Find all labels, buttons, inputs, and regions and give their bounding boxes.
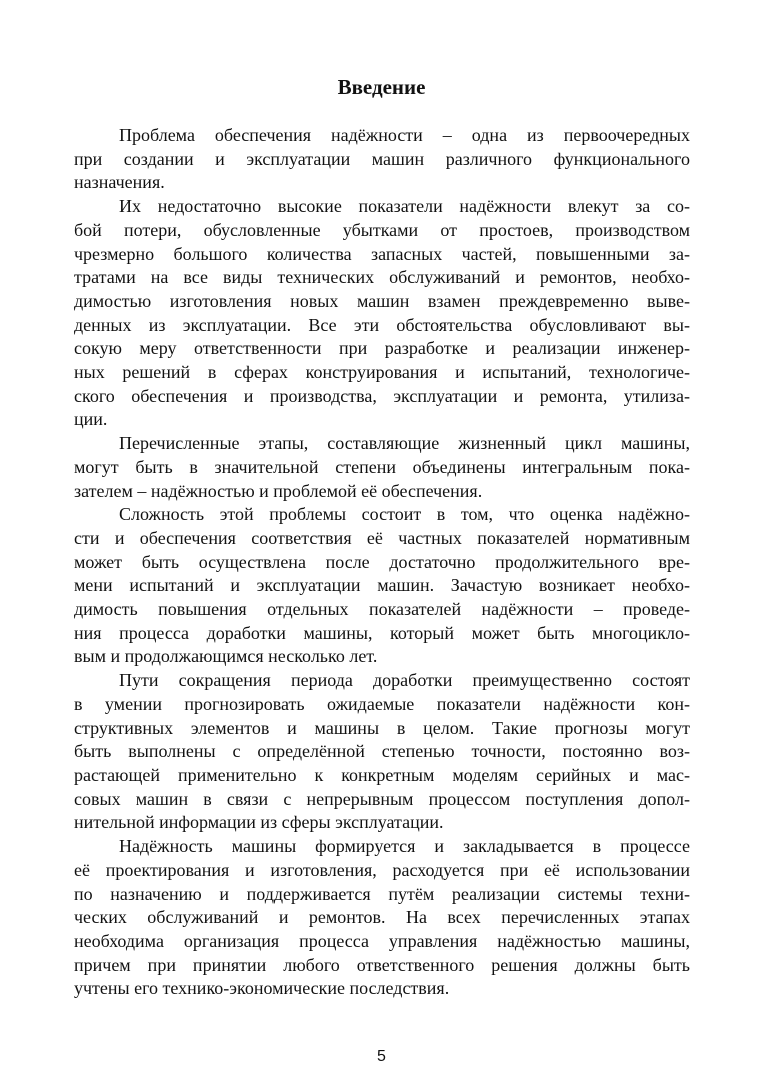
text-line: её проектирования и изготовления, расходуется при её использовании xyxy=(74,859,690,880)
page-number: 5 xyxy=(377,1048,386,1065)
text-line: мени испытаний и эксплуатации машин. Зачастую возникает необхо- xyxy=(74,575,690,596)
text-line: денных из эксплуатации. Все эти обстоятельства обусловливают вы- xyxy=(74,314,690,335)
text-line: быть выполнены с определённой степенью точности, постоянно воз- xyxy=(74,741,690,762)
text-line: сокую меру ответственности при разработке и реализации инженер- xyxy=(74,338,690,359)
text-line: Надёжность машины формируется и закладывается в процессе xyxy=(119,836,690,857)
text-line: причем при принятии любого ответственного решения должны быть xyxy=(74,954,690,975)
text-line: может быть осуществлена после достаточно продолжительного вре- xyxy=(74,551,690,572)
text-line: Пути сокращения периода доработки преимущественно состоят xyxy=(119,670,690,691)
text-line: могут быть в значительной степени объединены интегральным пока- xyxy=(74,456,690,477)
text-line: структивных элементов и машины в целом. Такие прогнозы могут xyxy=(74,717,690,738)
text-line: Их недостаточно высокие показатели надёжности влекут за со- xyxy=(119,196,690,217)
text-line: ции. xyxy=(74,409,108,430)
body-text xyxy=(74,124,690,1001)
paragraph-3 xyxy=(74,432,690,503)
text-line: по назначению и поддерживается путём реализации системы техни- xyxy=(74,883,690,904)
paragraph-6 xyxy=(74,835,690,1001)
text-line: назначения. xyxy=(74,172,165,193)
text-line: в умении прогнозировать ожидаемые показатели надёжности кон- xyxy=(74,693,690,714)
text-line: совых машин в связи с непрерывным процессом поступления допол- xyxy=(74,788,690,809)
text-line: бой потери, обусловленные убытками от простоев, производством xyxy=(74,219,690,240)
paragraph-5 xyxy=(74,669,690,835)
page-title: Введение xyxy=(337,75,426,99)
text-line: учтены его технико-экономические последствия. xyxy=(74,978,450,999)
text-line: ческих обслуживаний и ремонтов. На всех перечисленных этапах xyxy=(74,907,690,928)
text-line: чрезмерно большого количества запасных частей, повышенными за- xyxy=(74,243,690,264)
paragraph-4 xyxy=(74,503,690,669)
text-line: необходима организация процесса управления надёжностью машины, xyxy=(74,930,690,951)
text-line: ского обеспечения и производства, эксплуатации и ремонта, утилиза- xyxy=(74,385,690,406)
text-line: при создании и эксплуатации машин различного функционального xyxy=(74,148,690,169)
text-line: ных решений в сферах конструирования и испытаний, технологиче- xyxy=(74,362,690,383)
text-line: димость повышения отдельных показателей надёжности – проведе- xyxy=(74,599,690,620)
text-line: Перечисленные этапы, составляющие жизненный цикл машины, xyxy=(119,433,690,454)
paragraph-2 xyxy=(74,195,690,432)
text-line: тратами на все виды технических обслуживаний и ремонтов, необхо- xyxy=(74,267,690,288)
text-line: димостью изготовления новых машин взамен преждевременно выве- xyxy=(74,290,690,311)
text-line: сти и обеспечения соответствия её частных показателей нормативным xyxy=(74,527,690,548)
text-line: нительной информации из сферы эксплуатации. xyxy=(74,812,444,833)
text-line: Сложность этой проблемы состоит в том, что оценка надёжно- xyxy=(119,504,690,525)
text-line: вым и продолжающимся несколько лет. xyxy=(74,646,378,667)
paragraph-1 xyxy=(74,124,690,195)
text-line: Проблема обеспечения надёжности – одна из первоочередных xyxy=(119,125,690,145)
text-line: растающей применительно к конкретным моделям серийных и мас- xyxy=(74,764,690,785)
text-line: зателем – надёжностью и проблемой её обеспечения. xyxy=(74,480,483,501)
text-line: ния процесса доработки машины, который может быть многоцикло- xyxy=(74,622,690,643)
